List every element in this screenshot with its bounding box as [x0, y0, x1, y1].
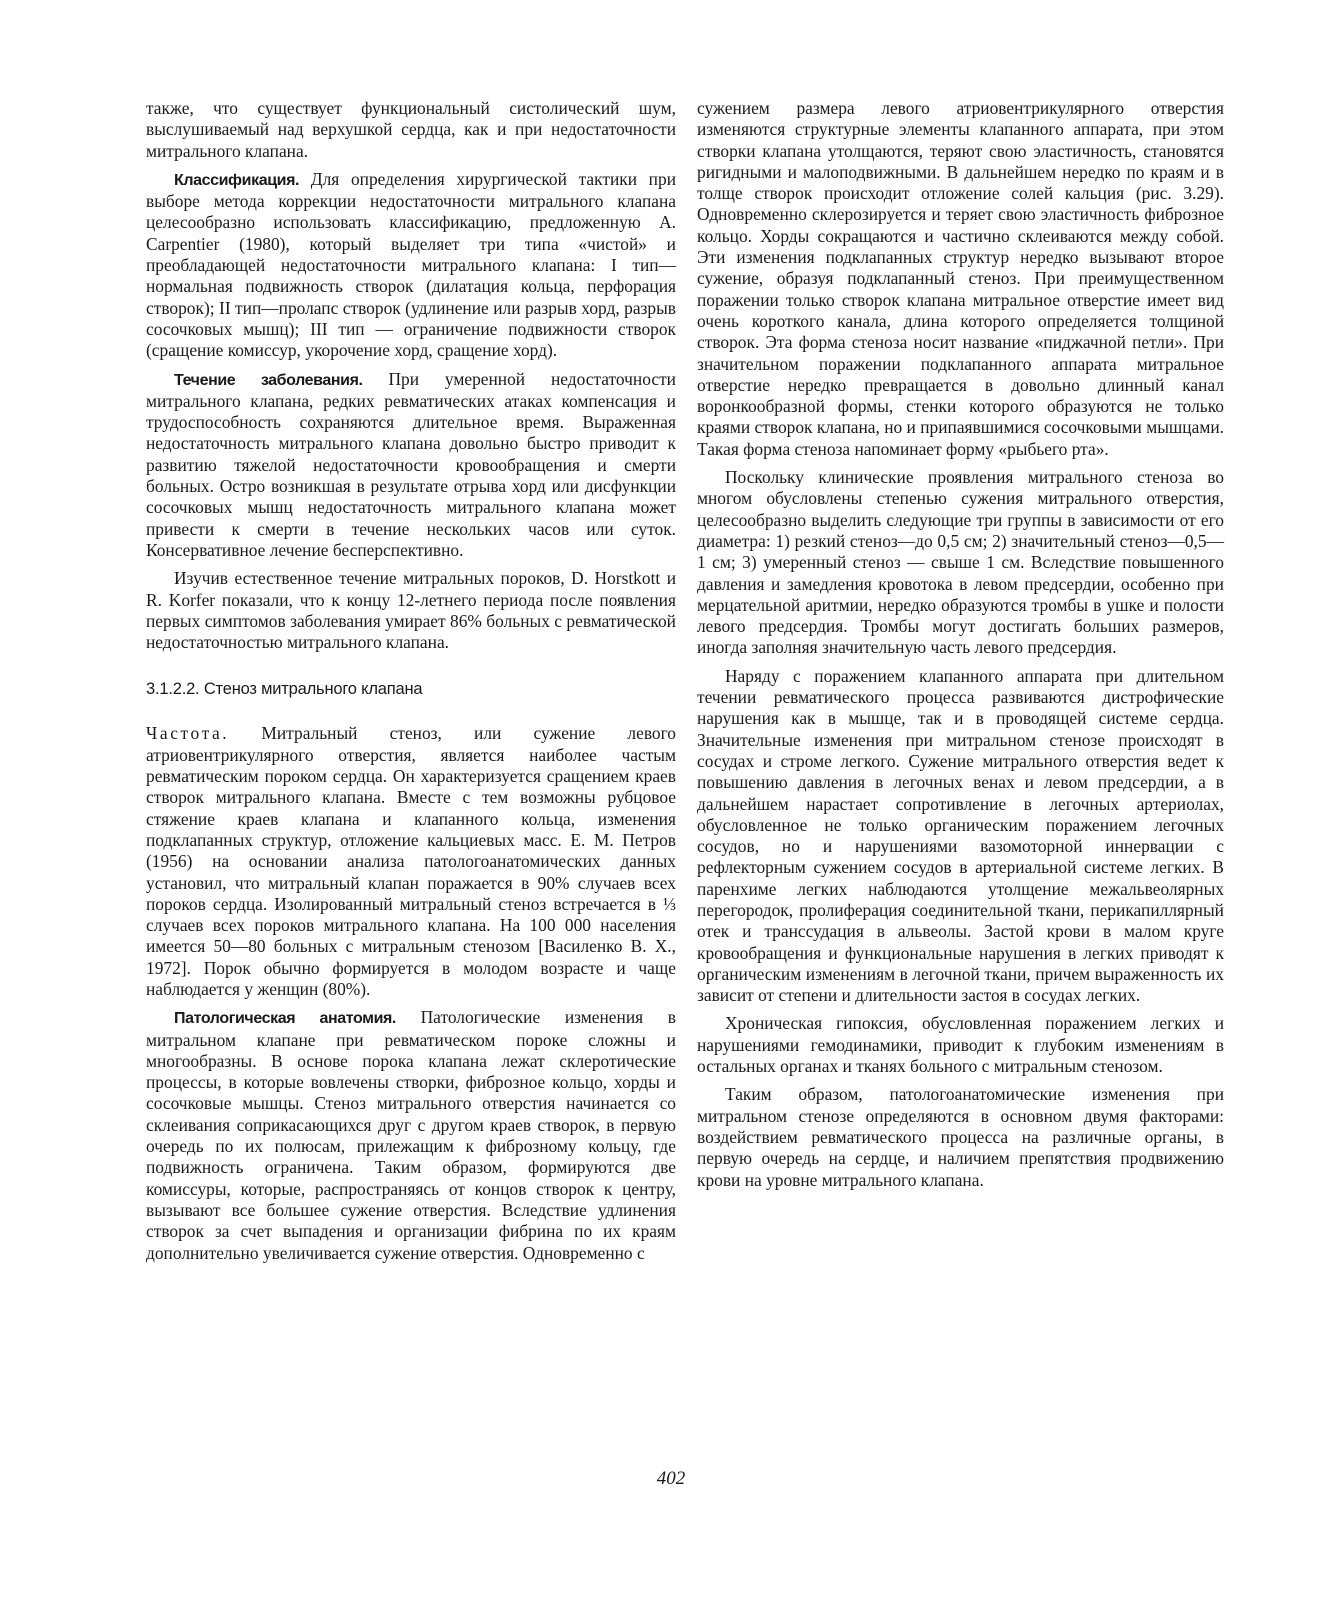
paragraph: Таким образом, патологоанатомические изменения при митральном стенозе определяются в основном двумя факторами: воздействием ревматического процесса на различные органы, в первую очередь на сердце, и наличием препятствия продвижению крови на уровне митрального клапана.: [697, 1084, 1224, 1190]
paragraph: Изучив естественное течение митральных пороков, D. Horstkott и R. Korfer показали, что к концу 12-летнего периода после появления первых симптомов заболевания умирает 86% больных с ревматической недостаточностью митрального клапана.: [146, 568, 676, 653]
run-in-heading: Течение заболевания.: [174, 371, 363, 389]
page-number: 402: [656, 1468, 686, 1489]
paragraph: сужением размера левого атриовентрикулярного отверстия изменяются структурные элементы клапанного аппарата, при этом створки клапана утолщаются, теряют свою эластичность, становятся ригидными и малоподвижными. В дальнейшем нередко по краям и в толще створок происходит отложение солей кальция (рис. 3.29). Одновременно склерозируется и теряет свою эластичность фиброзное кольцо. Хорды сокращаются и частично склеиваются между собой. Эти изменения подклапанных структур нередко вызывают второе сужение, образуя подклапанный стеноз. При преимущественном поражении только створок клапана митральное отверстие имеет вид очень короткого канала, длина которого определяется толщиной створок. Эта форма стеноза носит название «пиджачной петли». При значительном поражении подклапанного аппарата митральное отверстие нередко превращается в довольно длинный канал воронкообразной формы, стенки которого образуются не только краями створок клапана, но и припаявшимися сосочковыми мышцами. Такая форма стеноза напоминает форму «рыбьего рта».: [697, 98, 1224, 459]
section-heading: 3.1.2.2. Стеноз митрального клапана: [146, 680, 423, 699]
run-in-heading: Классификация.: [174, 171, 300, 189]
paragraph: Поскольку клинические проявления митрального стеноза во многом обусловлены степенью сужения митрального отверстия, целесообразно выделить следующие три группы в зависимости от его диаметра: 1) резкий стеноз—до 0,5 см; 2) значительный стеноз—0,5—1 см; 3) умеренный стеноз — свыше 1 см. Вследствие повышенного давления и замедления кровотока в левом предсердии, особенно при мерцательной аритмии, нередко образуются тромбы в ушке и полости левого предсердия. Тромбы могут достигать больших размеров, иногда заполняя значительную часть левого предсердия.: [697, 467, 1224, 658]
paragraph-pathology: Патологическая анатомия. Патологические изменения в митральном клапане при ревматическом пороке сложны и многообразны. В основе порока клапана лежат склеротические процессы, в которые вовлечены створки, фиброзное кольцо, хорды и сосочковые мышцы. Стеноз митрального отверстия начинается со склеивания соприкасающихся друг с другом краев створок, в первую очередь по их полюсам, прилежащим к фиброзному кольцу, где подвижность ограничена. Таким образом, формируются две комиссуры, которые, распространяясь от концов створок к центру, вызывают все большее сужение отверстия. Вследствие удлинения створок за счет выпадения и организации фибрина по их краям дополнительно увеличивается сужение отверстия. Одновременно с: [146, 1007, 676, 1263]
run-in-heading: Частота.: [146, 723, 230, 744]
paragraph-disease-course: Течение заболевания. При умеренной недостаточности митрального клапана, редких ревматических атаках компенсация и трудоспособность сохраняются длительное время. Выраженная недостаточность митрального клапана довольно быстро приводит к развитию тяжелой недостаточности кровообращения и смерти больных. Остро возникшая в результате отрыва хорд или дисфункции сосочковых мышц недостаточность митрального клапана может привести к смерти в течение нескольких часов или суток. Консервативное лечение бесперспективно.: [146, 368, 676, 560]
run-in-heading: Патологическая анатомия.: [174, 1010, 396, 1028]
paragraph-frequency: Частота. Митральный стеноз, или сужение левого атриовентрикулярного отверстия, является наиболее частым ревматическим пороком сердца. Он характеризуется сращением краев створок митрального клапана. Вместе с тем возможны рубцовое стяжение краев клапана и клапанного кольца, изменения подклапанных структур, отложение кальциевых масс. Е. М. Петров (1956) на основании анализа патологоанатомических данных установил, что митральный клапан поражается в 90% случаев всех пороков сердца. Изолированный митральный стеноз встречается в ⅓ случаев всех пороков митрального клапана. На 100 000 населения имеется 50—80 больных с митральным стенозом [Василенко В. X., 1972]. Порок обычно формируется в молодом возрасте и чаще наблюдается у женщин (80%).: [146, 723, 676, 999]
paragraph: Хроническая гипоксия, обусловленная поражением легких и нарушениями гемодинамики, приводит к глубоким изменениям в остальных органах и тканях больного с митральным стенозом.: [697, 1013, 1224, 1077]
paragraph-classification: Классификация. Для определения хирургической тактики при выборе метода коррекции недостаточности митрального клапана целесообразно использовать классификацию, предложенную A. Carpentier (1980), который выделяет три типа «чистой» и преобладающей недостаточности митрального клапана: I тип—нормальная подвижность створок (дилатация кольца, перфорация створок); II тип—пролапс створок (удлинение или разрыв хорд, разрыв сосочковых мышц); III тип — ограничение подвижности створок (сращение комиссур, укорочение хорд, сращение хорд).: [146, 168, 676, 361]
left-column: [146, 98, 676, 1271]
right-column: [697, 98, 1224, 1198]
paragraph: также, что существует функциональный систолический шум, выслушиваемый над верхушкой сердца, как и при недостаточности митрального клапана.: [146, 98, 676, 161]
paragraph: Наряду с поражением клапанного аппарата при длительном течении ревматического процесса развиваются дистрофические нарушения как в мышце, так и в проводящей системе сердца. Значительные изменения при митральном стенозе происходят в сосудах и строме легкого. Сужение митрального отверстия ведет к повышению давления в легочных венах и левом предсердии, а в дальнейшем нарастает сопротивление в легочных артериолах, обусловленное не только органическим поражением легочных сосудов, но и нарушениями вазомоторной иннервации с рефлекторным сужением сосудов в артериальной системе легких. В паренхиме легких наблюдаются утолщение межальвеолярных перегородок, пролиферация соединительной ткани, перикапиллярный отек и транссудация в альвеолы. Застой крови в малом круге кровообращения и функциональные нарушения в легких приводят к органическим изменениям в легочной ткани, причем выраженность их зависит от степени и длительности застоя в сосудах легких.: [697, 665, 1224, 1006]
